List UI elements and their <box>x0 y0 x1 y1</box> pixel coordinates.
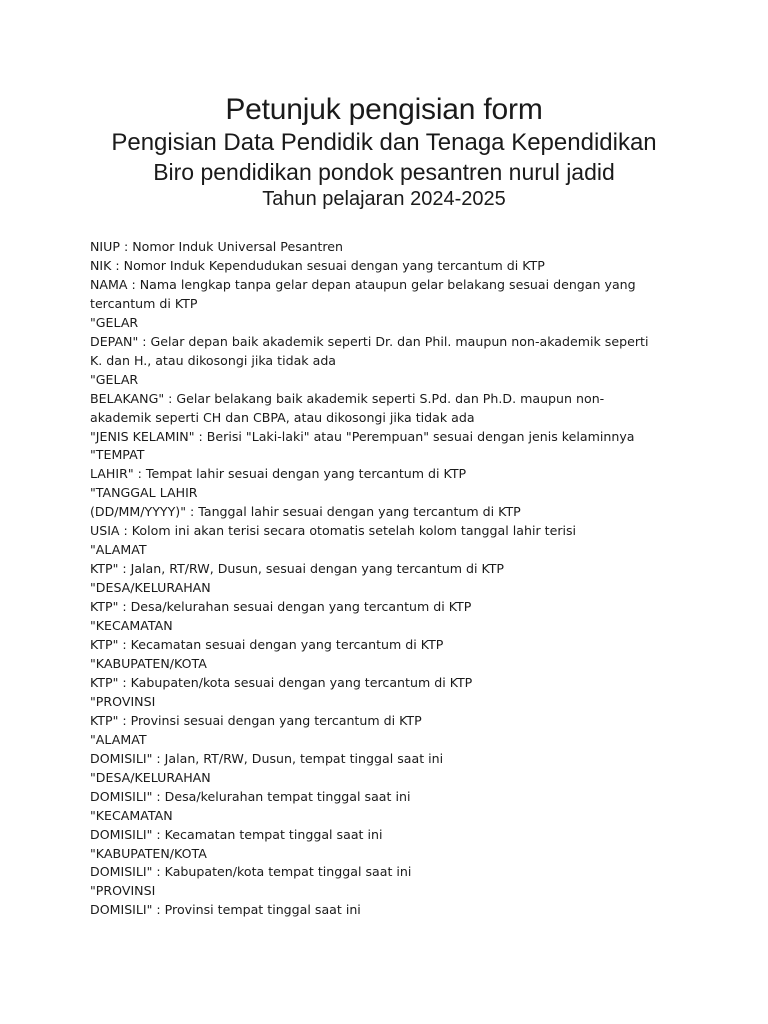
instruction-line: "KECAMATAN <box>90 807 173 823</box>
instruction-line: "DESA/KELURAHAN <box>90 769 211 785</box>
instruction-line: DOMISILI" : Jalan, RT/RW, Dusun, tempat tinggal saat ini <box>90 750 444 766</box>
instruction-line: "GELAR <box>90 371 139 387</box>
instruction-line: "JENIS KELAMIN" : Berisi "Laki-laki" atau "Perempuan" sesuai dengan jenis kelaminnya <box>90 428 635 444</box>
page-subtitle: Pengisian Data Pendidik dan Tenaga Kependidikan <box>111 129 657 156</box>
academic-year: Tahun pelajaran 2024-2025 <box>262 188 506 210</box>
instruction-line: "GELAR <box>90 314 139 330</box>
instruction-line: DOMISILI" : Kabupaten/kota tempat tinggal saat ini <box>90 864 412 880</box>
instruction-line: DOMISILI" : Desa/kelurahan tempat tinggal saat ini <box>90 788 411 804</box>
page-title: Petunjuk pengisian form <box>225 93 543 126</box>
instruction-line: akademik seperti CH dan CBPA, atau dikosongi jika tidak ada <box>90 409 475 425</box>
instruction-line: "TANGGAL LAHIR <box>90 485 198 501</box>
instruction-line: K. dan H., atau dikosongi jika tidak ada <box>90 352 337 368</box>
document-header <box>0 92 768 212</box>
instruction-line: NIUP : Nomor Induk Universal Pesantren <box>90 239 344 254</box>
instruction-line: KTP" : Kabupaten/kota sesuai dengan yang tercantum di KTP <box>90 674 473 690</box>
organization-name: Biro pendidikan pondok pesantren nurul jadid <box>153 159 615 185</box>
instruction-line: "ALAMAT <box>90 731 147 747</box>
instruction-list <box>90 238 670 920</box>
instruction-line: "PROVINSI <box>90 693 156 709</box>
instruction-line: DOMISILI" : Kecamatan tempat tinggal saat ini <box>90 826 383 842</box>
instruction-line: KTP" : Desa/kelurahan sesuai dengan yang tercantum di KTP <box>90 599 472 615</box>
instruction-line: NIK : Nomor Induk Kependudukan sesuai dengan yang tercantum di KTP <box>90 257 545 273</box>
instruction-line: DOMISILI" : Provinsi tempat tinggal saat ini <box>90 902 361 918</box>
instruction-line: "KABUPATEN/KOTA <box>90 655 207 671</box>
instruction-line: NAMA : Nama lengkap tanpa gelar depan ataupun gelar belakang sesuai dengan yang <box>90 276 636 292</box>
instruction-line: KTP" : Kecamatan sesuai dengan yang tercantum di KTP <box>90 637 444 653</box>
instruction-line: BELAKANG" : Gelar belakang baik akademik seperti S.Pd. dan Ph.D. maupun non- <box>90 390 605 406</box>
instruction-line: USIA : Kolom ini akan terisi secara otomatis setelah kolom tanggal lahir terisi <box>90 523 577 539</box>
instruction-line: (DD/MM/YYYY)" : Tanggal lahir sesuai dengan yang tercantum di KTP <box>90 504 521 520</box>
instruction-line: "TEMPAT <box>90 447 145 463</box>
instruction-line: LAHIR" : Tempat lahir sesuai dengan yang tercantum di KTP <box>90 466 467 482</box>
instruction-line: tercantum di KTP <box>90 295 198 311</box>
instruction-line: KTP" : Jalan, RT/RW, Dusun, sesuai dengan yang tercantum di KTP <box>90 561 505 577</box>
instruction-line: "PROVINSI <box>90 883 156 899</box>
instruction-line: "KECAMATAN <box>90 618 173 634</box>
instruction-line: "KABUPATEN/KOTA <box>90 845 207 861</box>
instruction-line: KTP" : Provinsi sesuai dengan yang tercantum di KTP <box>90 712 422 728</box>
instruction-line: "ALAMAT <box>90 542 147 558</box>
instruction-line: DEPAN" : Gelar depan baik akademik seperti Dr. dan Phil. maupun non-akademik seperti <box>90 333 649 349</box>
instruction-line: "DESA/KELURAHAN <box>90 580 211 596</box>
